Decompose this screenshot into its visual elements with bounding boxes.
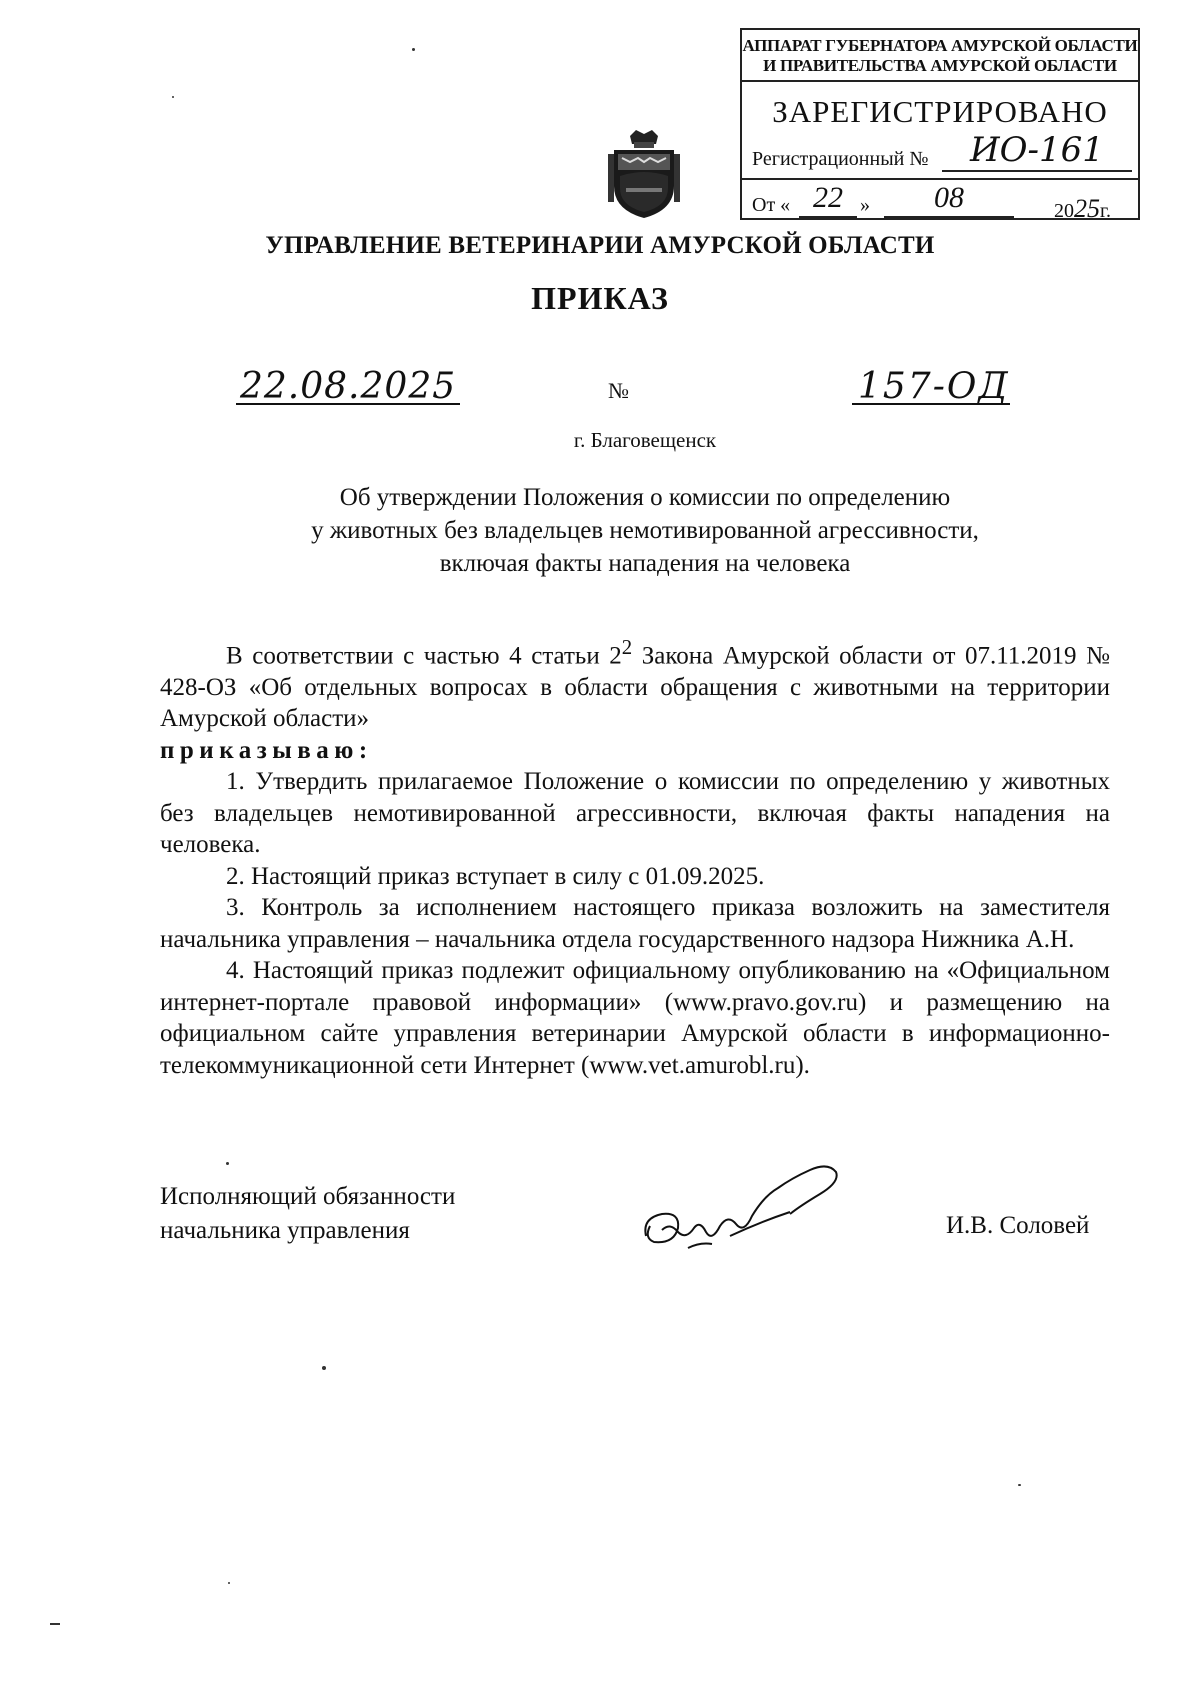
stamp-authority-line2: И ПРАВИТЕЛЬСТВА АМУРСКОЙ ОБЛАСТИ bbox=[763, 56, 1117, 75]
subject-line: у животных без владельцев немотивированной агрессивности, bbox=[311, 517, 979, 544]
stamp-divider bbox=[742, 80, 1138, 82]
city: г. Благовещенск bbox=[573, 428, 717, 452]
stamp-date-prefix: От « bbox=[752, 194, 791, 216]
scan-speck bbox=[1018, 1484, 1021, 1486]
order-body bbox=[160, 632, 1110, 1081]
number-sign: № bbox=[608, 378, 629, 403]
coat-of-arms-icon bbox=[600, 128, 688, 220]
stamp-year-hand: 25 bbox=[1074, 194, 1100, 223]
scan-speck bbox=[228, 1582, 230, 1584]
handwritten-signature-icon bbox=[640, 1152, 850, 1264]
order-item: 3. Контроль за исполнением настоящего приказа возложить на заместителя начальника управления – начальника отдела государственного надзора Нижника А.Н. bbox=[160, 894, 1110, 953]
stamp-month: 08 bbox=[884, 180, 1014, 218]
preamble bbox=[160, 632, 1110, 735]
scan-speck bbox=[172, 96, 174, 98]
subject-line: включая факты нападения на человека bbox=[439, 550, 851, 577]
stamp-reg-label: Регистрационный № bbox=[752, 148, 929, 170]
signatory-name: И.В. Соловей bbox=[946, 1212, 1090, 1239]
scan-speck bbox=[50, 1623, 60, 1625]
order-date-handwritten: 22.08.2025 bbox=[240, 366, 457, 407]
stamp-title: ЗАРЕГИСТРИРОВАНО bbox=[772, 94, 1108, 129]
stamp-reg-number: ИО-161 bbox=[942, 130, 1132, 172]
signatory-title-line2: начальника управления bbox=[160, 1217, 410, 1244]
order-number-handwritten: 157-ОД bbox=[858, 366, 1010, 407]
scan-speck bbox=[226, 1162, 229, 1165]
stamp-year-prefix: 20 bbox=[1054, 200, 1074, 222]
signatory-title bbox=[160, 1180, 455, 1248]
stamp-day: 22 bbox=[799, 180, 857, 218]
subject-line: Об утверждении Положения о комиссии по определению bbox=[339, 484, 951, 511]
stamp-year bbox=[1054, 194, 1111, 224]
order-subject bbox=[0, 481, 1200, 580]
stamp-authority-line1: АППАРАТ ГУБЕРНАТОРА АМУРСКОЙ ОБЛАСТИ bbox=[742, 36, 1138, 55]
preamble-part1: В соответствии с частью 4 статьи 2 bbox=[226, 642, 622, 670]
preamble-part2: Закона Амурской области от 07.11.2019 № 428-ОЗ «Об отдельных вопросах в области обращения с животными на территории Амурской области» bbox=[160, 642, 1110, 733]
document-type: ПРИКАЗ bbox=[531, 280, 669, 316]
signatory-title-line1: Исполняющий обязанности bbox=[160, 1183, 456, 1210]
order-item: 1. Утвердить прилагаемое Положение о комиссии по определению у животных без владельцев немотивированной агрессивности, включая факты нападения на человека. bbox=[160, 768, 1110, 859]
registration-stamp bbox=[740, 28, 1140, 223]
scan-speck bbox=[322, 1366, 326, 1370]
order-word: приказываю: bbox=[160, 736, 373, 764]
order-item: 4. Настоящий приказ подлежит официальному опубликованию на «Официальном интернет-портале правовой информации» (www.pravo.gov.ru) и размещению на официальном сайте управления ветеринарии Амурской области в информационно-телекоммуникационной сети Интернет (www.vet.amurobl.ru). bbox=[160, 957, 1110, 1079]
stamp-quote-close: » bbox=[860, 194, 870, 216]
order-item: 2. Настоящий приказ вступает в силу с 01.09.2025. bbox=[226, 862, 765, 890]
stamp-year-suffix: г. bbox=[1100, 200, 1111, 222]
preamble-superscript: 2 bbox=[621, 635, 633, 659]
organization-name: УПРАВЛЕНИЕ ВЕТЕРИНАРИИ АМУРСКОЙ ОБЛАСТИ bbox=[265, 232, 935, 259]
scan-speck bbox=[412, 48, 415, 51]
